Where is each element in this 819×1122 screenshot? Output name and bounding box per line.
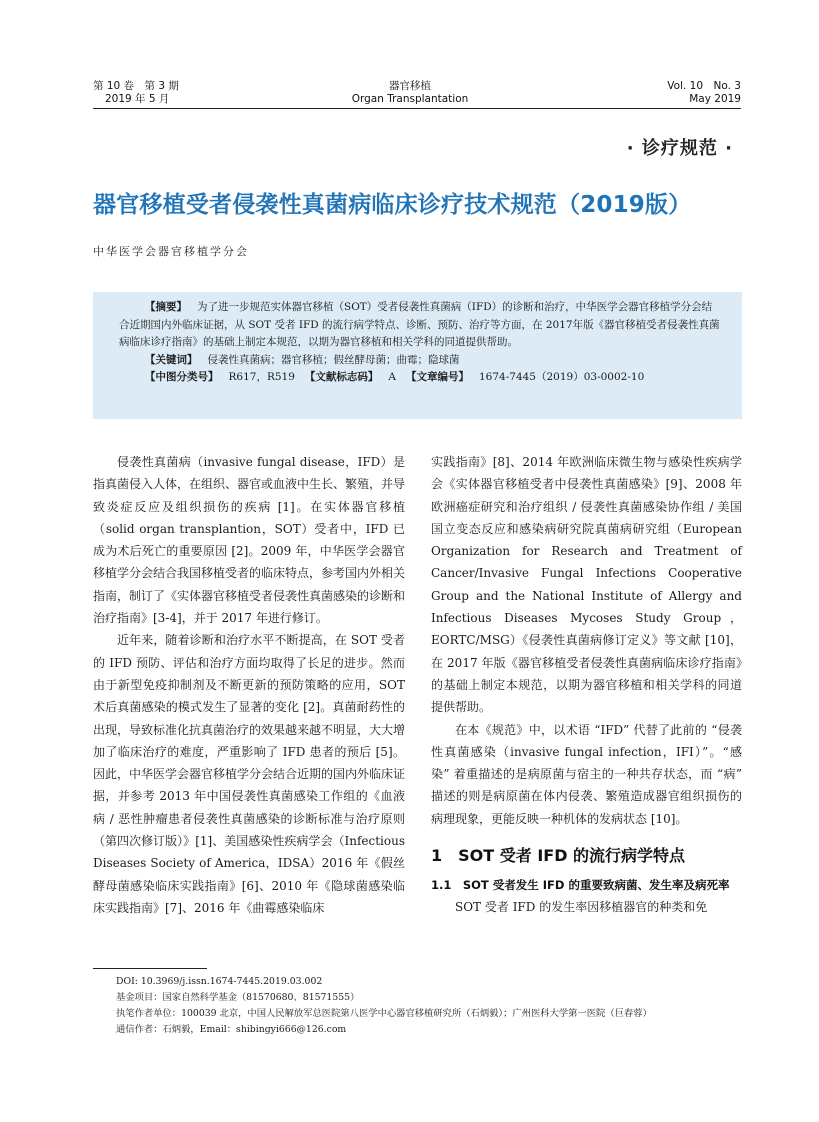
footnotes bbox=[116, 974, 756, 1038]
classification-line bbox=[119, 369, 720, 387]
section-tag: · 诊疗规范 · bbox=[626, 138, 733, 159]
body-column-left bbox=[93, 451, 405, 919]
footnote-correspondence: 通信作者：石炳毅，Email：shibingyi666@126.com bbox=[116, 1024, 347, 1035]
footnote-divider bbox=[93, 968, 207, 969]
volume-issue-en: Vol. 10 No. 3 bbox=[667, 80, 741, 92]
date-cn: 2019 年 5 月 bbox=[105, 93, 170, 105]
doc-code-label: 【文献标志码】 bbox=[304, 371, 379, 383]
body-paragraph: 侵袭性真菌病（invasive fungal disease，IFD）是指真菌侵入人体，在组织、器官或血液中生长、繁殖，并导致炎症反应及组织损伤的疾病 [1]。在实体器官移植（solid organ transplantion，SOT）受者中，IFD 已成为术后死亡的重要原因 [2]。2009 年，中华医学会器官移植学分会结合我国移植受者的临床特点，参考国内外相关指南，制订了《实体器官移植受者侵袭性真菌感染的诊断和治疗指南》[3-4]，并于 2017 年进行修订。 bbox=[93, 455, 406, 626]
volume-issue-cn: 第 10 卷 第 3 期 bbox=[93, 80, 179, 92]
abstract-label: 【摘要】 bbox=[145, 301, 187, 313]
clc-value: R617，R519 bbox=[228, 371, 295, 383]
journal-name-cn: 器官移植 bbox=[389, 80, 431, 92]
body-paragraph: 在本《规范》中，以术语 “IFD” 代替了此前的 “侵袭性真菌感染（invasive fungal infection，IFI）”。“感染” 着重描述的是病原菌与宿主的一种共存状态，而 “病” 描述的则是病原菌在体内侵袭、繁殖造成器官组织损伤的病理现象，更能反映一种机体的发病状态 [10]。 bbox=[431, 722, 742, 826]
abstract-text: 为了进一步规范实体器官移植（SOT）受者侵袭性真菌病（IFD）的诊断和治疗，中华医学会器官移植学分会结合近期国内外临床证据，从 SOT 受者 IFD 的流行病学特点、诊断、预防、治疗等方面，在 2017年版《器官移植受者侵袭性真菌病临床诊疗指南》的基础上制定本规范，以期为器官移植和相关学科的同道提供帮助。 bbox=[119, 301, 720, 348]
article-title: 器官移植受者侵袭性真菌病临床诊疗技术规范（2019版） bbox=[93, 192, 692, 218]
article-no-label: 【文章编号】 bbox=[406, 371, 469, 383]
abstract-paragraph bbox=[119, 299, 720, 352]
abstract-box bbox=[93, 292, 742, 419]
journal-name-en: Organ Transplantation bbox=[351, 93, 469, 105]
keywords-label: 【关键词】 bbox=[145, 353, 198, 366]
section-heading-1: 1 SOT 受者 IFD 的流行病学特点 bbox=[431, 846, 686, 866]
date-en: May 2019 bbox=[689, 93, 741, 105]
footnote-units: 执笔作者单位：100039 北京，中国人民解放军总医院第八医学中心器官移植研究所（石炳毅）；广州医科大学第一医院（巨春蓉） bbox=[116, 1008, 652, 1019]
footnote-doi: DOI: 10.3969/j.issn.1674-7445.2019.03.002 bbox=[116, 976, 323, 987]
article-no-value: 1674-7445（2019）03-0002-10 bbox=[479, 371, 645, 383]
subsection-heading-1-1: 1.1 SOT 受者发生 IFD 的重要致病菌、发生率及病死率 bbox=[431, 878, 730, 893]
keywords-line bbox=[119, 352, 720, 370]
keywords-text: 侵袭性真菌病；器官移植；假丝酵母菌；曲霉；隐球菌 bbox=[207, 353, 460, 366]
body-paragraph: SOT 受者 IFD 的发生率因移植器官的种类和免 bbox=[455, 900, 708, 915]
header-divider bbox=[93, 108, 741, 109]
body-paragraph: 实践指南》[8]、2014 年欧洲临床微生物与感染性疾病学会《实体器官移植受者中侵袭性真菌感染》[9]、2008 年欧洲癌症研究和治疗组织 / 侵袭性真菌感染协作组 / 美国国立变态反应和感染病研究院真菌病研究组（European Organization for Research and Treatment of Cancer/Invasive Fungal Infections Cooperative Group and the National Institute of Allergy and Infectious Diseases Mycoses Study Group，EORTC/MSG）《侵袭性真菌病修订定义》等文献 [10]，在 2017 年版《器官移植受者侵袭性真菌病临床诊疗指南》的基础上制定本规范，以期为器官移植和相关学科的同道提供帮助。 bbox=[431, 455, 742, 715]
authors: 中华医学会器官移植学分会 bbox=[93, 245, 249, 258]
footnote-fund: 基金项目：国家自然科学基金（81570680、81571555） bbox=[116, 992, 360, 1003]
body-column-right bbox=[431, 451, 742, 918]
header-volume-en bbox=[667, 80, 741, 106]
doc-code-value: A bbox=[388, 371, 396, 383]
header-journal bbox=[300, 80, 520, 106]
clc-label: 【中图分类号】 bbox=[145, 371, 219, 383]
header-volume-cn bbox=[93, 80, 179, 106]
body-paragraph: 近年来，随着诊断和治疗水平不断提高，在 SOT 受者的 IFD 预防、评估和治疗方面均取得了长足的进步。然而由于新型免疫抑制剂及不断更新的预防策略的应用，SOT 术后真菌感染的模式发生了显著的变化 [2]。真菌耐药性的出现，导致标准化抗真菌治疗的效果越来越不明显，大大增加了临床治疗的难度，严重影响了 IFD 患者的预后 [5]。因此，中华医学会器官移植学分会结合近期的国内外临床证据，并参考 2013 年中国侵袭性真菌感染工作组的《血液病 / 恶性肿瘤患者侵袭性真菌感染的诊断标准与治疗原则（第四次修订版）》[1]、美国感染性疾病学会（Infectious Diseases Society of America，IDSA）2016 年《假丝酵母菌感染临床实践指南》[6]、2010 年《隐球菌感染临床实践指南》[7]、2016 年《曲霉感染临床 bbox=[93, 633, 406, 915]
